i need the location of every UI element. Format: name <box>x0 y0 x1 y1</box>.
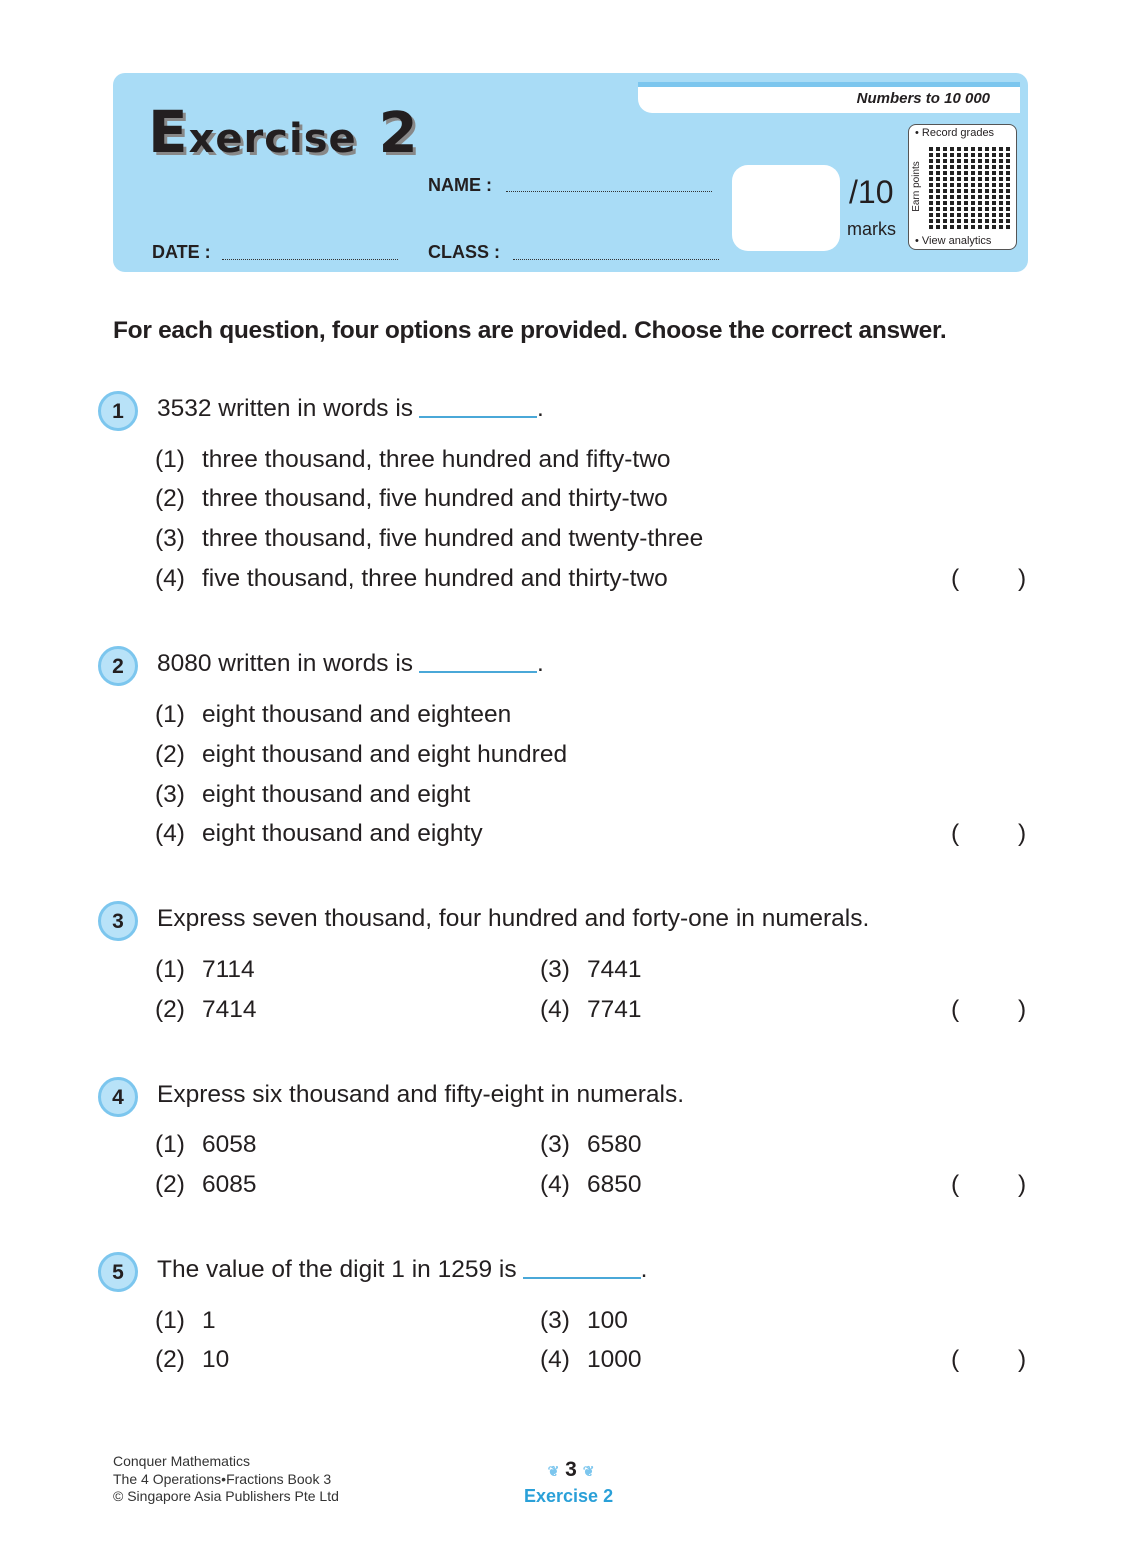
answer-bracket-close: ) <box>1018 1346 1027 1373</box>
question-number-badge: 2 <box>98 646 138 686</box>
option-2[interactable] <box>155 485 668 513</box>
option-text: 1000 <box>587 1346 642 1373</box>
answer-box[interactable] <box>965 1346 1015 1374</box>
question-number-badge: 5 <box>98 1252 138 1292</box>
answer-blank <box>419 416 537 418</box>
question-text <box>157 1081 684 1109</box>
total-marks: /10 <box>849 174 894 210</box>
question-prompt: 8080 written in words is <box>157 650 414 677</box>
instructions: For each question, four options are provided. Choose the correct answer. <box>113 317 947 344</box>
option-4[interactable] <box>155 565 668 593</box>
date-field[interactable] <box>222 258 398 260</box>
option-number: (1) <box>155 1307 185 1334</box>
option-text: 6058 <box>202 1131 257 1158</box>
score-box[interactable] <box>732 165 840 251</box>
option-text: three thousand, three hundred and fifty-two <box>202 446 671 473</box>
answer-blank <box>523 1277 641 1279</box>
option-4[interactable] <box>540 996 642 1024</box>
option-1[interactable] <box>155 1131 257 1159</box>
option-text: five thousand, three hundred and thirty-two <box>202 565 668 592</box>
option-text: 7741 <box>587 996 642 1023</box>
topic-label: Numbers to 10 000 <box>856 90 990 107</box>
option-number: (3) <box>540 1307 570 1334</box>
answer-bracket-open: ( <box>951 1346 960 1373</box>
question-number-badge: 1 <box>98 391 138 431</box>
name-label: NAME : <box>428 175 492 195</box>
answer-bracket-open: ( <box>951 565 960 592</box>
question-prompt: Express seven thousand, four hundred and forty-one in numerals. <box>157 905 870 932</box>
page-number: ❦ 3 ❦ <box>547 1458 595 1481</box>
earn-points-label: Earn points <box>910 161 922 212</box>
option-1[interactable] <box>155 701 511 729</box>
question-number-badge: 3 <box>98 901 138 941</box>
question-prompt: Express six thousand and fifty-eight in numerals. <box>157 1081 685 1108</box>
option-text: eight thousand and eight hundred <box>202 741 568 768</box>
option-number: (2) <box>155 996 185 1023</box>
footer-credits: Conquer Mathematics The 4 Operations•Fractions Book 3 © Singapore Asia Publishers Pte Ltd <box>113 1453 339 1504</box>
option-4[interactable] <box>540 1346 642 1374</box>
qr-code-icon <box>929 145 1011 229</box>
option-4[interactable] <box>540 1171 642 1199</box>
answer-bracket-close: ) <box>1018 1171 1027 1198</box>
option-text: 1 <box>202 1307 216 1334</box>
exercise-title: Exercise 2 <box>148 98 419 166</box>
option-4[interactable] <box>155 820 483 848</box>
option-number: (4) <box>540 1171 570 1198</box>
option-text: 6580 <box>587 1131 642 1158</box>
question-prompt: The value of the digit 1 in 1259 is <box>157 1256 517 1283</box>
leaf-icon: ❦ <box>582 1463 595 1479</box>
option-text: 7414 <box>202 996 257 1023</box>
option-3[interactable] <box>540 956 642 984</box>
answer-bracket-close: ) <box>1018 996 1027 1023</box>
option-number: (4) <box>155 565 185 592</box>
answer-bracket-open: ( <box>951 1171 960 1198</box>
answer-box[interactable] <box>965 820 1015 848</box>
option-3[interactable] <box>540 1307 628 1335</box>
option-3[interactable] <box>155 525 703 553</box>
answer-box[interactable] <box>965 1171 1015 1199</box>
option-number: (2) <box>155 741 185 768</box>
answer-bracket-close: ) <box>1018 565 1027 592</box>
marks-label: marks <box>847 219 896 239</box>
answer-bracket-open: ( <box>951 820 960 847</box>
option-1[interactable] <box>155 1307 216 1335</box>
option-1[interactable] <box>155 446 671 474</box>
qr-panel[interactable] <box>908 124 1017 250</box>
option-number: (3) <box>540 1131 570 1158</box>
date-label: DATE : <box>152 242 211 262</box>
topic-tab <box>638 82 1020 113</box>
option-text: 7114 <box>202 956 255 983</box>
option-2[interactable] <box>155 1171 257 1199</box>
question-number-badge: 4 <box>98 1077 138 1117</box>
option-number: (1) <box>155 446 185 473</box>
option-3[interactable] <box>155 781 470 809</box>
option-number: (3) <box>155 525 185 552</box>
option-text: 7441 <box>587 956 642 983</box>
name-field[interactable] <box>506 190 712 192</box>
leaf-icon: ❦ <box>547 1463 560 1479</box>
option-2[interactable] <box>155 741 567 769</box>
footer-exercise: Exercise 2 <box>524 1486 614 1506</box>
option-number: (2) <box>155 485 185 512</box>
option-number: (2) <box>155 1346 185 1373</box>
option-text: three thousand, five hundred and thirty-two <box>202 485 668 512</box>
option-number: (3) <box>155 781 185 808</box>
option-number: (3) <box>540 956 570 983</box>
option-text: eight thousand and eight <box>202 781 471 808</box>
option-2[interactable] <box>155 996 257 1024</box>
option-text: 6850 <box>587 1171 642 1198</box>
question-prompt: 3532 written in words is <box>157 395 414 422</box>
option-1[interactable] <box>155 956 255 984</box>
option-number: (1) <box>155 956 185 983</box>
record-grades-label: • Record grades <box>915 127 995 139</box>
option-number: (1) <box>155 1131 185 1158</box>
option-text: 100 <box>587 1307 628 1334</box>
class-field[interactable] <box>513 258 719 260</box>
view-analytics-label: • View analytics <box>915 235 992 247</box>
option-text: 10 <box>202 1346 230 1373</box>
option-text: three thousand, five hundred and twenty-three <box>202 525 704 552</box>
class-label: CLASS : <box>428 242 500 262</box>
option-text: 6085 <box>202 1171 257 1198</box>
option-number: (4) <box>540 996 570 1023</box>
option-2[interactable] <box>155 1346 229 1374</box>
answer-bracket-open: ( <box>951 996 960 1023</box>
answer-bracket-close: ) <box>1018 820 1027 847</box>
option-number: (1) <box>155 701 185 728</box>
option-text: eight thousand and eighty <box>202 820 483 847</box>
option-number: (4) <box>155 820 185 847</box>
question-text <box>157 905 869 933</box>
answer-box[interactable] <box>965 996 1015 1024</box>
option-number: (4) <box>540 1346 570 1373</box>
question-text: 8080 written in words is . <box>157 650 544 677</box>
question-text: 3532 written in words is . <box>157 395 544 422</box>
option-text: eight thousand and eighteen <box>202 701 512 728</box>
option-3[interactable] <box>540 1131 642 1159</box>
answer-box[interactable] <box>965 565 1015 593</box>
question-text: The value of the digit 1 in 1259 is . <box>157 1256 648 1283</box>
option-number: (2) <box>155 1171 185 1198</box>
answer-blank <box>419 671 537 673</box>
